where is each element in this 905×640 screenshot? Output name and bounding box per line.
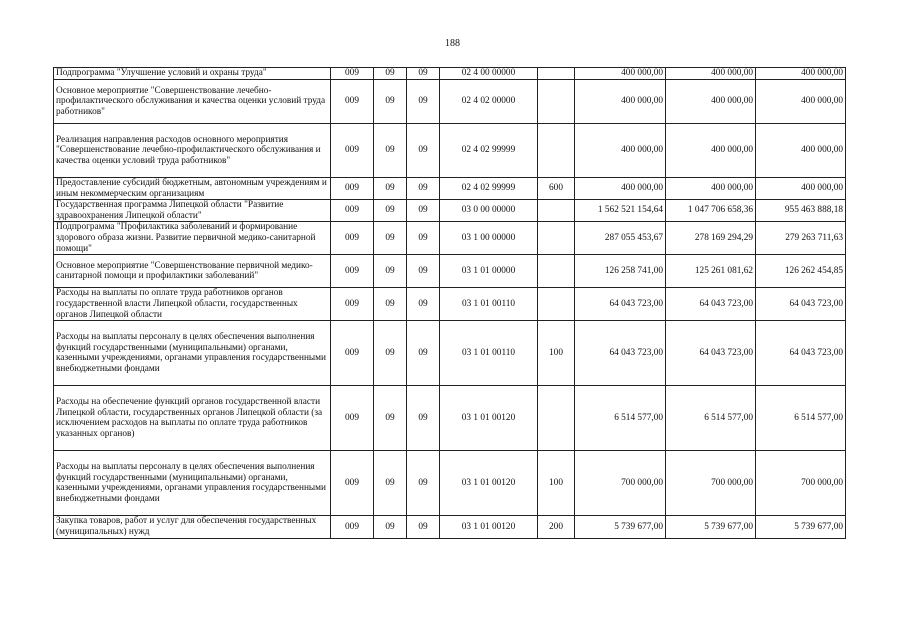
row-csr: 02 4 00 00000 — [440, 68, 538, 80]
table-row — [54, 200, 846, 222]
row-rz: 09 — [374, 200, 407, 222]
row-rz: 09 — [374, 178, 407, 200]
table-row — [54, 255, 846, 288]
row-pr: 09 — [407, 255, 440, 288]
row-pr: 09 — [407, 124, 440, 178]
row-sum-2: 1 047 706 658,36 — [666, 200, 756, 222]
row-csr: 03 1 01 00000 — [440, 255, 538, 288]
row-pr: 09 — [407, 222, 440, 255]
row-rz: 09 — [374, 68, 407, 80]
row-csr: 02 4 02 99999 — [440, 124, 538, 178]
row-name: Расходы на выплаты по оплате труда работников органов государственной власти Липецкой области, государственных органов Липецкой области — [54, 288, 331, 321]
row-sum-1: 400 000,00 — [575, 124, 666, 178]
row-name: Предоставление субсидий бюджетным, автономным учреждениям и иным некоммерческим организациям — [54, 178, 331, 200]
row-ved: 009 — [331, 222, 374, 255]
row-sum-1: 1 562 521 154,64 — [575, 200, 666, 222]
row-name: Государственная программа Липецкой области "Развитие здравоохранения Липецкой области" — [54, 200, 331, 222]
row-sum-1: 64 043 723,00 — [575, 288, 666, 321]
row-rz: 09 — [374, 451, 407, 516]
table-row — [54, 178, 846, 200]
row-sum-3: 400 000,00 — [756, 124, 846, 178]
row-name: Основное мероприятие "Совершенствование лечебно-профилактического обслуживания и качества оценки условий труда работников" — [54, 80, 331, 124]
table-row — [54, 386, 846, 451]
row-vr: 600 — [538, 178, 575, 200]
table-row — [54, 288, 846, 321]
row-vr — [538, 288, 575, 321]
row-sum-2: 400 000,00 — [666, 80, 756, 124]
row-csr: 03 1 01 00120 — [440, 516, 538, 538]
row-vr — [538, 68, 575, 80]
row-sum-3: 64 043 723,00 — [756, 321, 846, 386]
row-pr: 09 — [407, 386, 440, 451]
row-pr: 09 — [407, 451, 440, 516]
row-ved: 009 — [331, 200, 374, 222]
row-name: Подпрограмма "Улучшение условий и охраны труда" — [54, 68, 331, 80]
row-name: Подпрограмма "Профилактика заболеваний и формирование здорового образа жизни. Развитие первичной медико-санитарной помощи" — [54, 222, 331, 255]
row-csr: 03 1 01 00120 — [440, 386, 538, 451]
row-rz: 09 — [374, 80, 407, 124]
row-name: Закупка товаров, работ и услуг для обеспечения государственных (муниципальных) нужд — [54, 516, 331, 538]
row-pr: 09 — [407, 68, 440, 80]
row-sum-1: 6 514 577,00 — [575, 386, 666, 451]
table-row — [54, 321, 846, 386]
row-ved: 009 — [331, 321, 374, 386]
row-rz: 09 — [374, 516, 407, 538]
row-csr: 03 1 01 00110 — [440, 321, 538, 386]
table-row — [54, 516, 846, 538]
row-sum-1: 287 055 453,67 — [575, 222, 666, 255]
row-sum-3: 400 000,00 — [756, 80, 846, 124]
row-csr: 03 1 01 00110 — [440, 288, 538, 321]
row-sum-2: 5 739 677,00 — [666, 516, 756, 538]
row-csr: 03 0 00 00000 — [440, 200, 538, 222]
row-csr: 03 1 01 00120 — [440, 451, 538, 516]
row-ved: 009 — [331, 255, 374, 288]
row-pr: 09 — [407, 178, 440, 200]
table-row — [54, 68, 846, 80]
row-sum-1: 400 000,00 — [575, 178, 666, 200]
row-sum-3: 400 000,00 — [756, 178, 846, 200]
row-ved: 009 — [331, 516, 374, 538]
row-vr — [538, 255, 575, 288]
row-rz: 09 — [374, 124, 407, 178]
row-sum-3: 64 043 723,00 — [756, 288, 846, 321]
row-name: Расходы на выплаты персоналу в целях обеспечения выполнения функций государственными (муниципальными) органами, казенными учреждениями, органами управления государственными внебюджетными фондами — [54, 451, 331, 516]
row-sum-3: 955 463 888,18 — [756, 200, 846, 222]
row-ved: 009 — [331, 288, 374, 321]
row-sum-1: 400 000,00 — [575, 68, 666, 80]
row-ved: 009 — [331, 451, 374, 516]
row-rz: 09 — [374, 321, 407, 386]
page-number: 188 — [445, 38, 460, 49]
row-sum-3: 279 263 711,63 — [756, 222, 846, 255]
row-sum-2: 64 043 723,00 — [666, 288, 756, 321]
table-row — [54, 222, 846, 255]
row-sum-2: 278 169 294,29 — [666, 222, 756, 255]
row-rz: 09 — [374, 255, 407, 288]
row-sum-1: 400 000,00 — [575, 80, 666, 124]
row-vr — [538, 80, 575, 124]
row-vr: 100 — [538, 321, 575, 386]
row-pr: 09 — [407, 80, 440, 124]
row-ved: 009 — [331, 386, 374, 451]
row-rz: 09 — [374, 386, 407, 451]
row-csr: 02 4 02 00000 — [440, 80, 538, 124]
row-sum-2: 400 000,00 — [666, 124, 756, 178]
row-pr: 09 — [407, 321, 440, 386]
row-sum-3: 6 514 577,00 — [756, 386, 846, 451]
row-pr: 09 — [407, 200, 440, 222]
row-ved: 009 — [331, 178, 374, 200]
row-vr — [538, 124, 575, 178]
row-sum-1: 126 258 741,00 — [575, 255, 666, 288]
row-vr — [538, 222, 575, 255]
row-name: Расходы на обеспечение функций органов государственной власти Липецкой области, государственных органов Липецкой области (за исключением расходов на выплаты по оплате труда работников указанных органов) — [54, 386, 331, 451]
row-sum-1: 64 043 723,00 — [575, 321, 666, 386]
table-body — [54, 68, 846, 539]
table-row — [54, 124, 846, 178]
row-csr: 03 1 00 00000 — [440, 222, 538, 255]
row-sum-2: 400 000,00 — [666, 178, 756, 200]
row-ved: 009 — [331, 68, 374, 80]
row-sum-2: 400 000,00 — [666, 68, 756, 80]
row-sum-3: 5 739 677,00 — [756, 516, 846, 538]
row-rz: 09 — [374, 222, 407, 255]
row-csr: 02 4 02 99999 — [440, 178, 538, 200]
row-vr — [538, 386, 575, 451]
row-name: Основное мероприятие "Совершенствование первичной медико-санитарной помощи и профилактики заболеваний" — [54, 255, 331, 288]
row-name: Расходы на выплаты персоналу в целях обеспечения выполнения функций государственными (муниципальными) органами, казенными учреждениями, органами управления государственными внебюджетными фондами — [54, 321, 331, 386]
row-sum-1: 700 000,00 — [575, 451, 666, 516]
table-row — [54, 80, 846, 124]
row-vr: 200 — [538, 516, 575, 538]
row-sum-2: 125 261 081,62 — [666, 255, 756, 288]
row-sum-2: 64 043 723,00 — [666, 321, 756, 386]
row-sum-3: 126 262 454,85 — [756, 255, 846, 288]
row-sum-2: 700 000,00 — [666, 451, 756, 516]
row-pr: 09 — [407, 288, 440, 321]
row-sum-3: 400 000,00 — [756, 68, 846, 80]
row-ved: 009 — [331, 80, 374, 124]
row-sum-1: 5 739 677,00 — [575, 516, 666, 538]
row-pr: 09 — [407, 516, 440, 538]
row-ved: 009 — [331, 124, 374, 178]
row-name: Реализация направления расходов основного мероприятия "Совершенствование лечебно-профилактического обслуживания и качества оценки условий труда работников" — [54, 124, 331, 178]
row-rz: 09 — [374, 288, 407, 321]
row-sum-3: 700 000,00 — [756, 451, 846, 516]
row-vr — [538, 200, 575, 222]
row-sum-2: 6 514 577,00 — [666, 386, 756, 451]
row-vr: 100 — [538, 451, 575, 516]
table-row — [54, 451, 846, 516]
budget-table — [53, 67, 846, 539]
